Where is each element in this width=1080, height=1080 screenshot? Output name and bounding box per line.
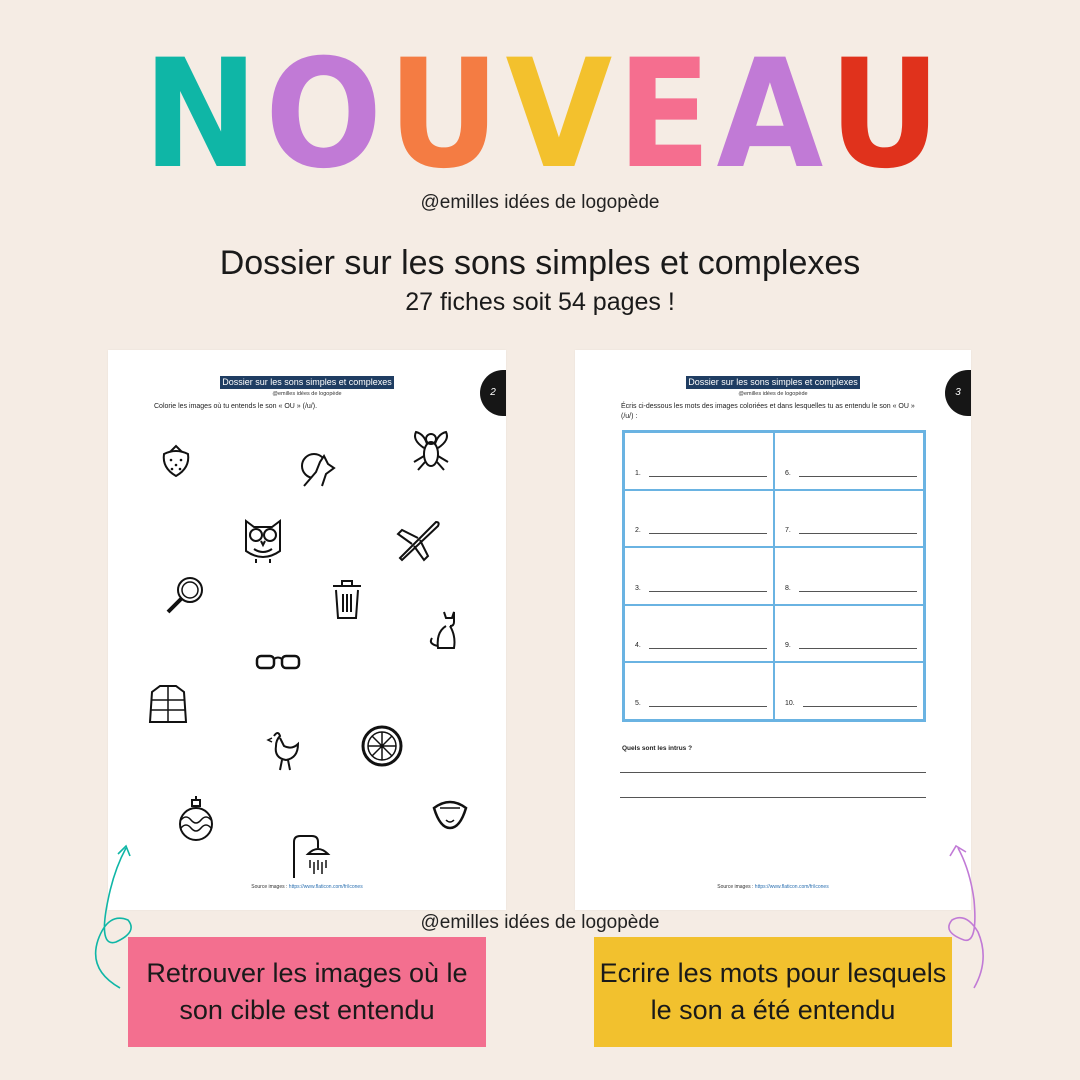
- instruction: Colorie les images où tu entends le son « OU » (/u/).: [154, 403, 318, 410]
- wheel-icon: [360, 724, 404, 768]
- shower-icon: [290, 834, 340, 880]
- doc-subtitle: @emilles idées de logopède: [738, 391, 808, 397]
- author-handle-bottom: @emilles idées de logopède: [420, 912, 660, 933]
- doc-subtitle: @emilles idées de logopède: [272, 391, 342, 397]
- title-letter: A: [716, 28, 820, 202]
- doc-title: Dossier sur les sons simples et complexes: [222, 377, 392, 387]
- cell-number: 6.: [785, 469, 791, 477]
- answer-grid: [622, 430, 926, 722]
- source-credit: [108, 884, 506, 890]
- owl-icon: [240, 515, 286, 565]
- answer-line: [649, 648, 767, 649]
- caption-card-left: [128, 937, 486, 1047]
- answer-cell[interactable]: [624, 547, 774, 605]
- cell-number: 2.: [635, 527, 641, 535]
- doc-title: Dossier sur les sons simples et complexes: [688, 377, 858, 387]
- subtitle: Dossier sur les sons simples et complexes: [219, 244, 861, 282]
- page-number-tab: 2: [480, 370, 506, 416]
- title-letter: E: [617, 28, 708, 202]
- source-link[interactable]: https://www.flaticon.com/fr/icones: [288, 884, 363, 890]
- source-link[interactable]: https://www.flaticon.com/fr/icones: [754, 884, 829, 890]
- answer-line: [799, 476, 917, 477]
- instruction: Écris ci-dessous les mots des images coloriées et dans lesquelles tu as entendu le son « OU » (/u/) :: [621, 403, 915, 420]
- cell-number: 10.: [785, 699, 795, 707]
- answer-line: [649, 533, 767, 534]
- title-letter: N: [143, 28, 256, 202]
- title-letter: O: [264, 28, 379, 202]
- answer-line: [649, 706, 767, 707]
- trash-can-icon: [330, 576, 364, 622]
- title-letter: U: [828, 28, 937, 202]
- worksheet-page-2: [108, 350, 506, 910]
- answer-cell[interactable]: [774, 432, 924, 490]
- wolf-icon: [298, 448, 340, 490]
- author-handle: @emilles idées de logopède: [420, 192, 660, 213]
- strawberry-icon: [156, 440, 196, 480]
- glasses-icon: [254, 650, 302, 674]
- answer-line: [799, 648, 917, 649]
- cell-number: 1.: [635, 469, 641, 477]
- answer-cell[interactable]: [624, 432, 774, 490]
- mouth-icon: [430, 794, 470, 830]
- answer-line: [799, 533, 917, 534]
- magnifier-icon: [162, 572, 208, 618]
- page-count: 27 fiches soit 54 pages !: [405, 288, 675, 316]
- cell-number: 3.: [635, 584, 641, 592]
- answer-line: [799, 591, 917, 592]
- doc-header: [108, 372, 506, 397]
- answer-cell[interactable]: [624, 662, 774, 720]
- answer-cell[interactable]: [774, 547, 924, 605]
- airplane-icon: [394, 516, 442, 564]
- answer-cell[interactable]: [774, 605, 924, 663]
- cell-number: 9.: [785, 642, 791, 650]
- title-letter: U: [388, 28, 497, 202]
- caption-text: Ecrire les mots pour lesquels le son a été entendu: [599, 958, 947, 1025]
- cat-icon: [426, 608, 460, 654]
- intrus-answer-line[interactable]: [620, 772, 926, 773]
- source-credit: [575, 884, 971, 890]
- doc-header: [575, 372, 971, 397]
- page-number-tab: 3: [945, 370, 971, 416]
- title-letter: V: [505, 28, 609, 202]
- answer-line: [803, 706, 917, 707]
- jacket-icon: [146, 682, 190, 728]
- intrus-answer-line[interactable]: [620, 797, 926, 798]
- intrus-question: Quels sont les intrus ?: [622, 745, 693, 752]
- cell-number: 4.: [635, 642, 641, 650]
- answer-line: [649, 476, 767, 477]
- answer-cell[interactable]: [624, 490, 774, 548]
- chicken-icon: [264, 728, 304, 772]
- fly-icon: [408, 426, 454, 472]
- answer-line: [649, 591, 767, 592]
- answer-cell[interactable]: [774, 490, 924, 548]
- caption-text: Retrouver les images où le son cible est entendu: [146, 958, 468, 1025]
- cell-number: 8.: [785, 584, 791, 592]
- title-nouveau: [0, 28, 1080, 202]
- caption-card-right: [594, 937, 952, 1047]
- worksheet-page-3: [575, 350, 971, 910]
- source-label: Source images :: [717, 884, 755, 890]
- answer-cell[interactable]: [774, 662, 924, 720]
- cell-number: 7.: [785, 527, 791, 535]
- source-label: Source images :: [251, 884, 289, 890]
- cell-number: 5.: [635, 699, 641, 707]
- answer-cell[interactable]: [624, 605, 774, 663]
- ornament-icon: [176, 796, 216, 844]
